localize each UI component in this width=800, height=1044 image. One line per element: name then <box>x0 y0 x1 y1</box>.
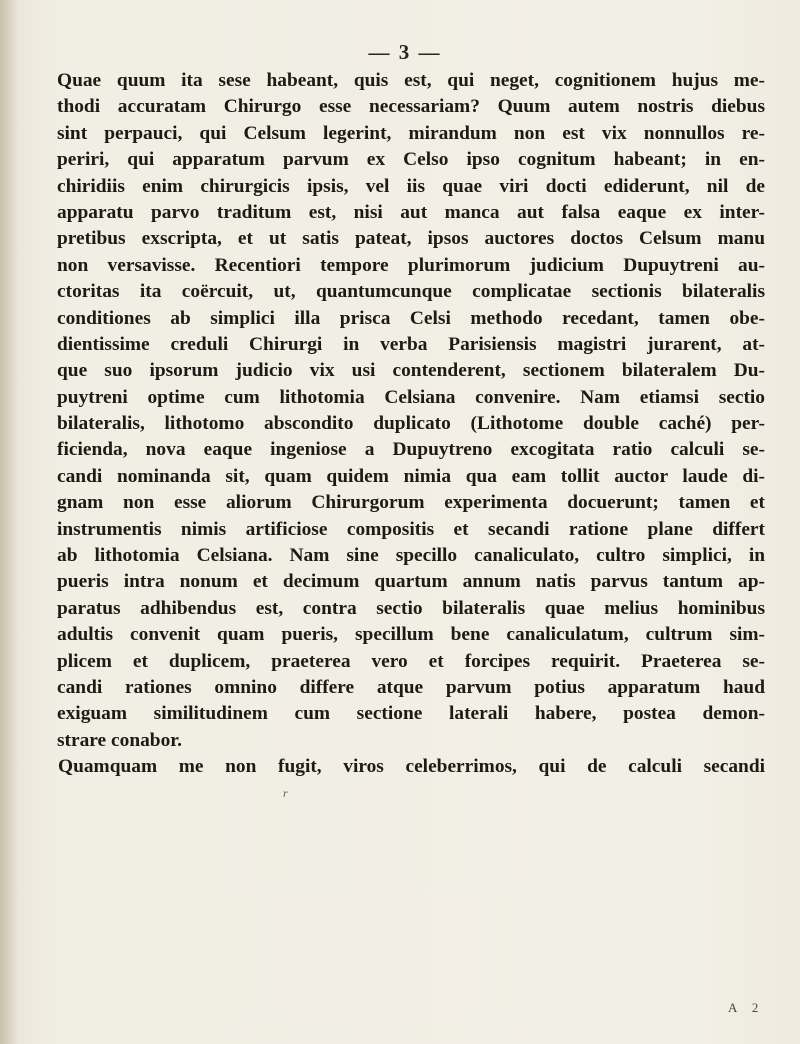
text-line: chiridiis enim chirurgicis ipsis, vel iis quae viri docti ediderunt, nil de <box>57 175 765 197</box>
text-line: ctoritas ita coërcuit, ut, quantumcunque complicatae sectionis bilateralis <box>57 281 765 303</box>
text-line: que suo ipsorum judicio vix usi contenderent, sectionem bilateralem Du- <box>57 360 765 382</box>
text-line: pretibus exscripta, et ut satis pateat, ipsos auctores doctos Celsum manu <box>57 228 765 250</box>
handwritten-correction-mark: r <box>283 786 288 800</box>
text-line: bilateralis, lithotomo abscondito duplicato (Lithotome double caché) per- <box>57 413 765 435</box>
text-line: gnam non esse aliorum Chirurgorum experimenta docuerunt; tamen et <box>57 492 765 514</box>
text-line: apparatu parvo traditum est, nisi aut manca aut falsa eaque ex inter- <box>57 201 765 223</box>
text-line: ficienda, nova eaque ingeniose a Dupuytreno excogitata ratio calculi se- <box>57 439 765 461</box>
text-line: plicem et duplicem, praeterea vero et forcipes requirit. Praeterea se- <box>57 650 765 672</box>
text-line: thodi accuratam Chirurgo esse necessariam? Quum autem nostris diebus <box>57 96 765 118</box>
text-line: strare conabor. <box>57 729 182 751</box>
text-line: instrumentis nimis artificiose compositis et secandi ratione plane differt <box>57 518 765 540</box>
text-line: Quamquam me non fugit, viros celeberrimos, qui de calculi secandi <box>58 756 765 778</box>
page-number: — 3 — <box>368 40 442 64</box>
text-line: sint perpauci, qui Celsum legerint, mirandum non est vix nonnullos re- <box>57 122 765 144</box>
text-line: pueris intra nonum et decimum quartum annum natis parvus tantum ap- <box>57 571 765 593</box>
text-line: puytreni optime cum lithotomia Celsiana convenire. Nam etiamsi sectio <box>57 386 765 408</box>
text-line: adultis convenit quam pueris, specillum bene canaliculatum, cultrum sim- <box>57 624 765 646</box>
text-line: candi rationes omnino differe atque parvum potius apparatum haud <box>57 676 765 698</box>
text-line: candi nominanda sit, quam quidem nimia qua eam tollit auctor laude di- <box>57 465 765 487</box>
signature-mark: A 2 <box>728 1000 765 1015</box>
text-line: exiguam similitudinem cum sectione laterali habere, postea demon- <box>57 703 765 725</box>
text-line: non versavisse. Recentiori tempore plurimorum judicium Dupuytreni au- <box>57 254 765 276</box>
page-edge-shadow <box>0 0 18 1044</box>
body-text <box>57 68 765 781</box>
text-line: paratus adhibendus est, contra sectio bilateralis quae melius hominibus <box>57 597 765 619</box>
text-line: Quae quum ita sese habeant, quis est, qui neget, cognitionem hujus me- <box>57 70 765 91</box>
text-line: conditiones ab simplici illa prisca Celsi methodo recedant, tamen obe- <box>57 307 765 329</box>
text-line: ab lithotomia Celsiana. Nam sine specillo canaliculato, cultro simplici, in <box>57 545 765 567</box>
text-line: periri, qui apparatum parvum ex Celso ipso cognitum habeant; in en- <box>57 149 765 171</box>
text-line: dientissime creduli Chirurgi in verba Parisiensis magistri jurarent, at- <box>57 333 765 355</box>
